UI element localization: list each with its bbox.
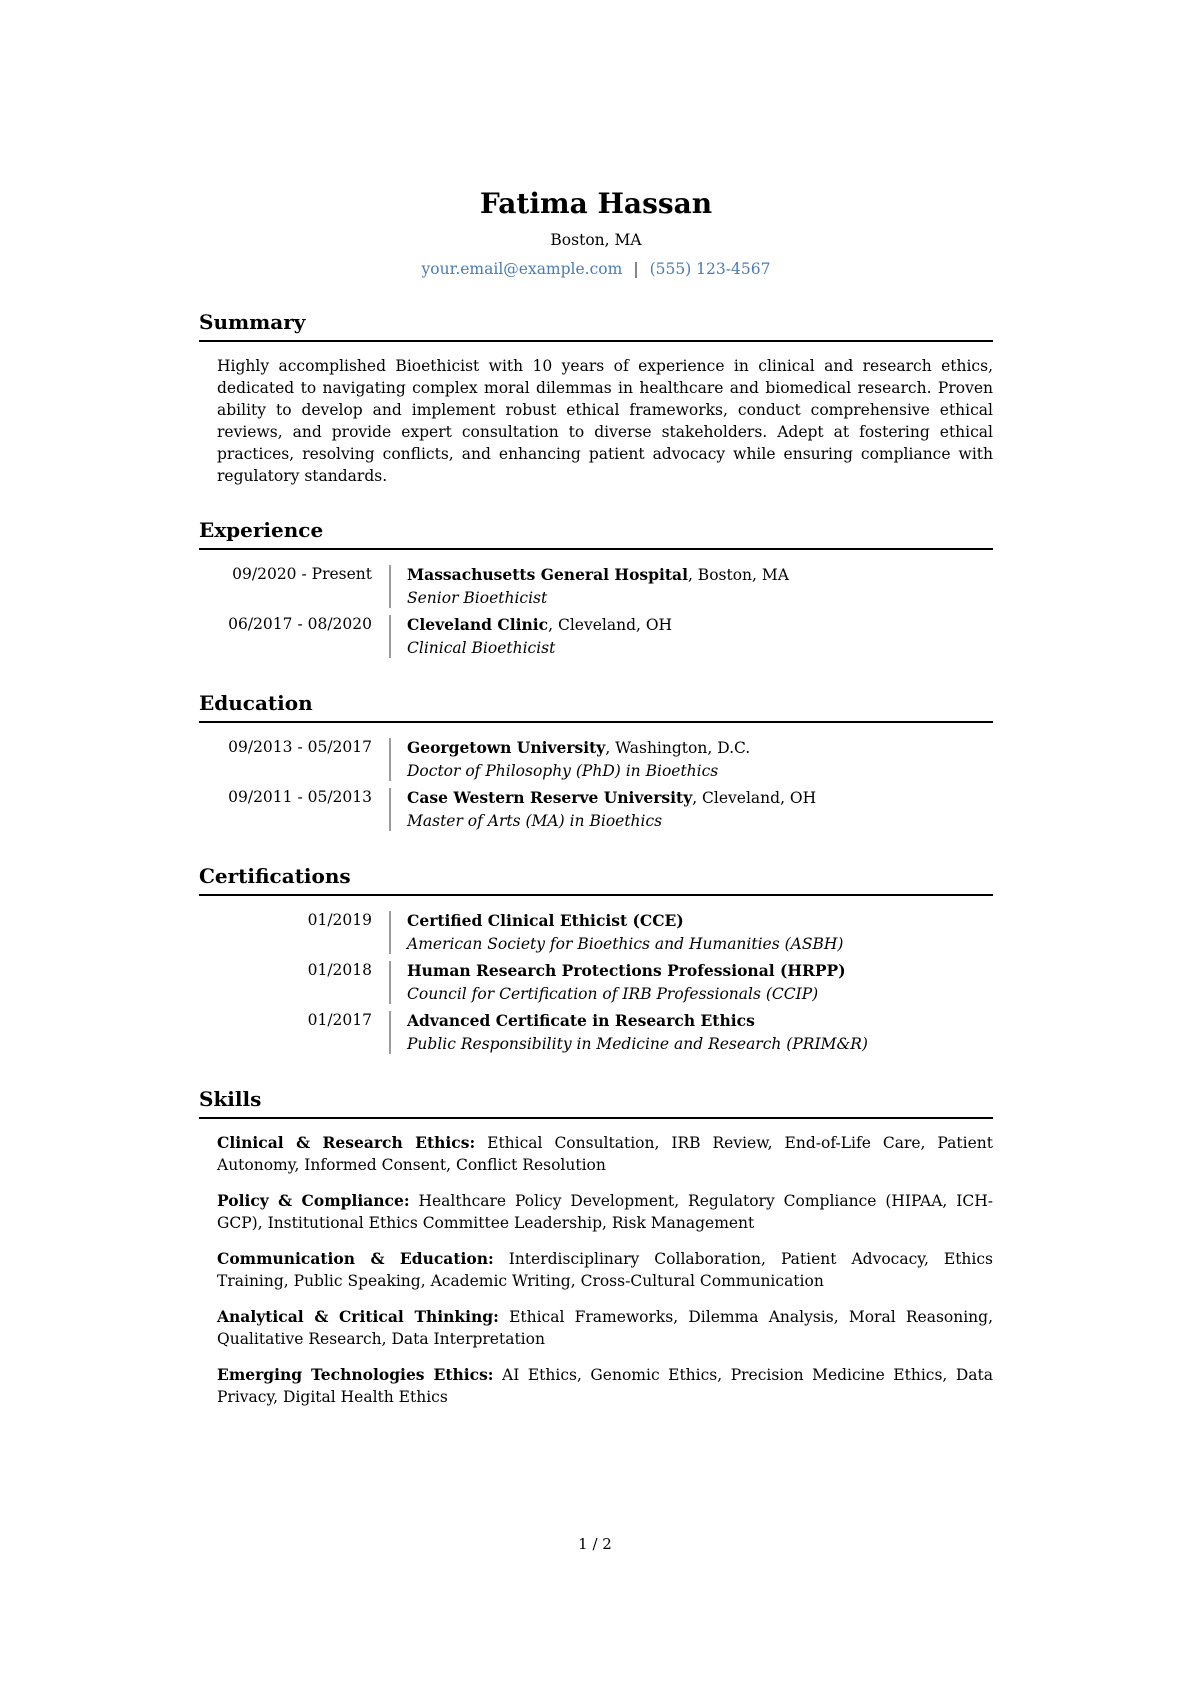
section-experience	[199, 518, 993, 660]
page-number: 1 / 2	[578, 1535, 612, 1553]
summary-heading: Summary	[199, 310, 306, 335]
entry-title: Advanced Certificate in Research Ethics	[407, 1011, 755, 1031]
entry-divider	[389, 615, 391, 658]
entry-dates: 09/2011 - 05/2013	[228, 788, 372, 807]
section-summary	[199, 310, 993, 487]
section-rule	[199, 1117, 993, 1119]
entry-dates: 01/2019	[307, 911, 372, 930]
entry-degree: Master of Arts (MA) in Bioethics	[407, 812, 663, 831]
skill-item: Emerging Technologies Ethics: AI Ethics, Genomic Ethics, Precision Medicine Ethics, Data Privacy, Digital Health Ethics	[217, 1365, 993, 1407]
location-text: Boston, MA	[550, 231, 642, 250]
section-certifications	[199, 864, 993, 1056]
skill-item: Policy & Compliance: Healthcare Policy Development, Regulatory Compliance (HIPAA, ICH-GCP), Institutional Ethics Committee Leadership, Risk Management	[217, 1191, 993, 1233]
entry-divider	[389, 565, 391, 608]
experience-entry	[217, 613, 993, 660]
certification-entry	[217, 909, 993, 956]
summary-paragraph: Highly accomplished Bioethicist with 10 years of experience in clinical and research ethics, dedicated to navigating complex moral dilemmas in healthcare and biomedical research. Proven ability to develop and implement robust ethical frameworks, conduct comprehensive ethical reviews, and provide expert consultation to diverse stakeholders. Adept at fostering ethical practices, resolving conflicts, and enhancing patient advocacy while ensuring compliance with regulatory standards.	[217, 357, 993, 486]
entry-dates: 09/2013 - 05/2017	[228, 738, 372, 757]
entry-role: Clinical Bioethicist	[407, 639, 556, 658]
contact-line	[199, 259, 993, 279]
experience-entry	[217, 563, 993, 610]
skill-item: Communication & Education: Interdisciplinary Collaboration, Patient Advocacy, Ethics Training, Public Speaking, Academic Writing, Cross-Cultural Communication	[217, 1249, 993, 1291]
skill-item: Clinical & Research Ethics: Ethical Consultation, IRB Review, End-of-Life Care, Patient Autonomy, Informed Consent, Conflict Resolution	[217, 1133, 993, 1175]
section-rule	[199, 721, 993, 723]
section-rule	[199, 548, 993, 550]
entry-degree: Doctor of Philosophy (PhD) in Bioethics	[407, 762, 719, 781]
entry-title: Massachusetts General Hospital, Boston, MA	[407, 565, 789, 585]
entry-dates: 06/2017 - 08/2020	[228, 615, 372, 634]
education-entry	[217, 736, 993, 783]
entry-role: Senior Bioethicist	[407, 589, 548, 608]
contact-separator: |	[633, 260, 639, 279]
entry-divider	[389, 911, 391, 954]
entry-title: Human Research Protections Professional (HRPP)	[407, 961, 846, 981]
entry-dates: 09/2020 - Present	[232, 565, 372, 584]
entry-title: Case Western Reserve University, Cleveland, OH	[407, 788, 817, 808]
email-link[interactable]: your.email@example.com	[421, 260, 623, 279]
phone-link[interactable]: (555) 123-4567	[649, 260, 771, 279]
entry-title: Georgetown University, Washington, D.C.	[407, 738, 751, 758]
education-heading: Education	[199, 691, 313, 716]
section-education	[199, 691, 993, 833]
certification-entry	[217, 959, 993, 1006]
entry-dates: 01/2017	[307, 1011, 372, 1030]
certification-entry	[217, 1009, 993, 1056]
entry-issuer: Public Responsibility in Medicine and Research (PRIM&R)	[407, 1035, 868, 1054]
entry-divider	[389, 738, 391, 781]
entry-title: Certified Clinical Ethicist (CCE)	[407, 911, 684, 931]
section-rule	[199, 894, 993, 896]
skills-heading: Skills	[199, 1087, 262, 1112]
entry-divider	[389, 1011, 391, 1054]
section-rule	[199, 340, 993, 342]
entry-dates: 01/2018	[307, 961, 372, 980]
entry-divider	[389, 961, 391, 1004]
entry-title: Cleveland Clinic, Cleveland, OH	[407, 615, 673, 635]
entry-issuer: Council for Certification of IRB Professionals (CCIP)	[407, 985, 819, 1004]
experience-heading: Experience	[199, 518, 324, 543]
resume-header	[199, 188, 993, 279]
entry-divider	[389, 788, 391, 831]
person-name: Fatima Hassan	[479, 187, 713, 220]
skill-item: Analytical & Critical Thinking: Ethical Frameworks, Dilemma Analysis, Moral Reasoning, Qualitative Research, Data Interpretation	[217, 1307, 993, 1349]
entry-issuer: American Society for Bioethics and Humanities (ASBH)	[407, 935, 844, 954]
certifications-heading: Certifications	[199, 864, 351, 889]
education-entry	[217, 786, 993, 833]
section-skills	[199, 1087, 993, 1408]
